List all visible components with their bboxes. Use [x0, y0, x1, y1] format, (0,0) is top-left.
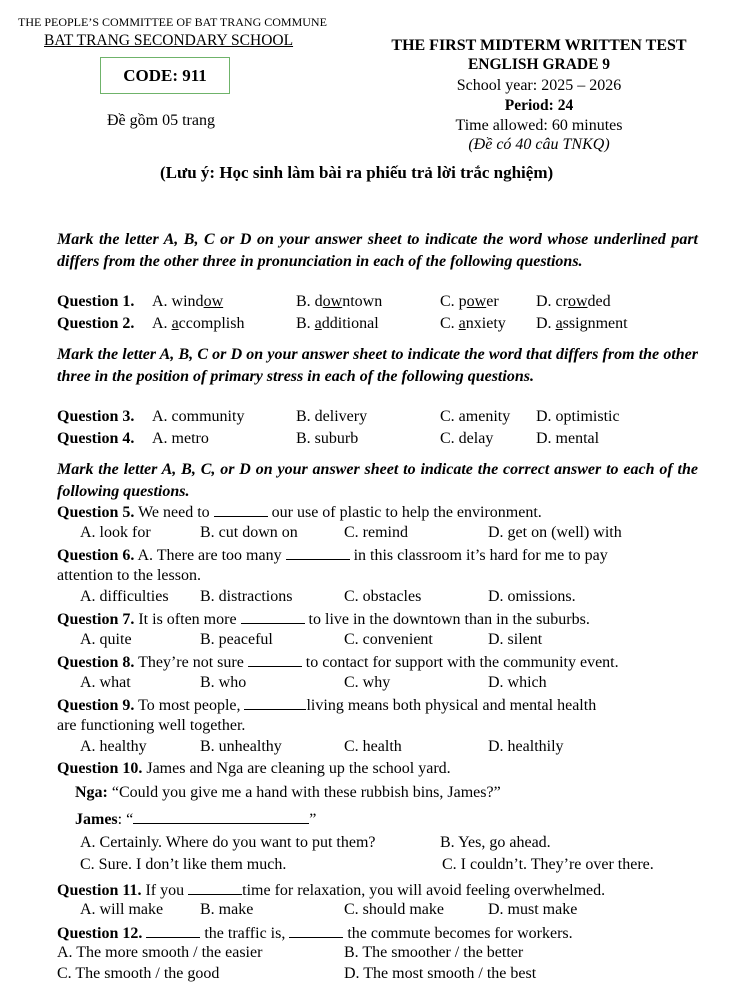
answer-blank: [289, 923, 343, 938]
question-label: Question 2.: [57, 315, 135, 332]
option-a: A. Certainly. Where do you want to put them?: [80, 834, 376, 851]
period: Period: 24: [504, 97, 574, 114]
stem-text: To most people,: [138, 697, 241, 714]
option-a: A. community: [152, 408, 245, 425]
option-c: C. power: [440, 293, 499, 310]
question-label: Question 7.: [57, 611, 135, 628]
question-5-options: [57, 524, 717, 545]
question-5-stem: [57, 502, 542, 522]
option-c: C. The smooth / the good: [57, 965, 220, 982]
option-d: D. mental: [536, 430, 600, 447]
question-label: Question 12.: [57, 925, 143, 942]
question-1: [57, 293, 717, 314]
question-3: [57, 408, 717, 429]
question-2: [57, 315, 717, 336]
option-a: A. will make: [80, 901, 164, 918]
question-9-continuation: are functioning well together.: [57, 717, 246, 734]
answer-blank: [244, 695, 306, 710]
stem-text: the commute becomes for workers.: [347, 925, 573, 942]
school-name: BAT TRANG SECONDARY SCHOOL: [44, 32, 294, 49]
stem-text: the traffic is,: [204, 925, 286, 942]
question-9-options: [57, 738, 717, 759]
option-c: C. why: [344, 674, 391, 691]
stem-text: A. There are too many: [137, 547, 282, 564]
stem-text: If you: [145, 882, 185, 899]
option-c: C. amenity: [440, 408, 511, 425]
option-c: C. should make: [344, 901, 444, 918]
option-c: C. convenient: [344, 631, 433, 648]
question-8-stem: [57, 652, 619, 672]
option-b: B. Yes, go ahead.: [440, 834, 551, 851]
stem-text: James and Nga are cleaning up the school yard.: [146, 760, 451, 777]
speaker-label: James: [75, 811, 118, 828]
question-10-options-2: [57, 856, 717, 877]
option-d: D. crowded: [536, 293, 611, 310]
question-8-options: [57, 674, 717, 695]
school-year: School year: 2025 – 2026: [456, 77, 622, 94]
option-c: C. remind: [344, 524, 408, 541]
option-a: A. look for: [80, 524, 151, 541]
option-b: B. additional: [296, 315, 379, 332]
answer-blank: [214, 502, 268, 517]
question-12-options-1: [57, 944, 717, 965]
question-label: Question 11.: [57, 882, 142, 899]
stem-text: our use of plastic to help the environment.: [271, 504, 542, 521]
question-6-options: [57, 588, 717, 609]
speaker-label: Nga:: [75, 784, 108, 801]
option-a: A. difficulties: [80, 588, 169, 605]
option-d: D. silent: [488, 631, 543, 648]
answer-blank: [146, 923, 200, 938]
question-12-stem: [57, 923, 573, 943]
option-d: D. get on (well) with: [488, 524, 622, 541]
stress-instruction: Mark the letter A, B, C or D on your answer sheet to indicate the word that differs from the other three in the position of primary stress in each of the following questions.: [57, 346, 698, 385]
option-d: D. healthily: [488, 738, 564, 755]
question-11-stem: [57, 880, 605, 900]
question-12-options-2: [57, 965, 717, 986]
subject: ENGLISH GRADE 9: [467, 56, 611, 73]
question-7-options: [57, 631, 717, 652]
option-b: B. make: [200, 901, 254, 918]
question-label: Question 5.: [57, 504, 135, 521]
option-b: B. distractions: [200, 588, 293, 605]
exam-code-box: [100, 57, 230, 94]
answer-blank: [286, 545, 350, 560]
option-c: C. obstacles: [344, 588, 422, 605]
dialogue-text: “Could you give me a hand with these rubbish bins, James?”: [111, 784, 501, 801]
answer-blank: [241, 609, 305, 624]
question-label: Question 8.: [57, 654, 135, 671]
option-b: B. delivery: [296, 408, 368, 425]
option-d: D. The most smooth / the best: [344, 965, 537, 982]
option-c: C. health: [344, 738, 402, 755]
question-6-stem: [57, 545, 608, 565]
option-a: A. window: [152, 293, 224, 310]
question-10-options-1: [57, 834, 717, 855]
option-a: A. what: [80, 674, 131, 691]
option-d: D. must make: [488, 901, 578, 918]
stem-text: in this classroom it’s hard for me to pay: [353, 547, 608, 564]
option-b: B. suburb: [296, 430, 359, 447]
stem-text: They’re not sure: [138, 654, 244, 671]
question-label: Question 6.: [57, 547, 135, 564]
pages-note: Đề gồm 05 trang: [107, 112, 215, 129]
answer-blank: [248, 652, 302, 667]
option-b: B. The smoother / the better: [344, 944, 524, 961]
question-9-stem: [57, 695, 596, 715]
option-a: A. healthy: [80, 738, 147, 755]
correct-answer-instruction: Mark the letter A, B, C, or D on your answer sheet to indicate the correct answer to each of the following questions.: [57, 461, 698, 500]
answer-blank: [188, 880, 242, 895]
option-d: D. omissions.: [488, 588, 576, 605]
stem-text: time for relaxation, you will avoid feeling overwhelmed.: [242, 882, 606, 899]
question-4: [57, 430, 717, 451]
stem-text: It is often more: [138, 611, 237, 628]
question-7-stem: [57, 609, 590, 629]
answer-blank: [133, 809, 309, 824]
question-count-note: (Đề có 40 câu TNKQ): [468, 136, 610, 153]
option-d: D. assignment: [536, 315, 628, 332]
answer-sheet-note: (Lưu ý: Học sinh làm bài ra phiếu trả lời trắc nghiệm): [160, 163, 554, 182]
question-label: Question 1.: [57, 293, 135, 310]
option-d: D. optimistic: [536, 408, 620, 425]
question-label: Question 9.: [57, 697, 135, 714]
test-title: THE FIRST MIDTERM WRITTEN TEST: [391, 37, 687, 54]
option-b: B. cut down on: [200, 524, 298, 541]
stem-text: to contact for support with the community event.: [305, 654, 619, 671]
stem-text: We need to: [138, 504, 210, 521]
option-b: B. peaceful: [200, 631, 273, 648]
option-a: A. quite: [80, 631, 132, 648]
time-allowed: Time allowed: 60 minutes: [455, 117, 623, 134]
question-label: Question 4.: [57, 430, 135, 447]
option-b: B. unhealthy: [200, 738, 282, 755]
option-b: B. downtown: [296, 293, 383, 310]
question-10-stem: [57, 760, 451, 778]
option-b: B. who: [200, 674, 247, 691]
option-d: D. which: [488, 674, 547, 691]
option-a: A. The more smooth / the easier: [57, 944, 263, 961]
option-c: C. delay: [440, 430, 494, 447]
option-c: C. Sure. I don’t like them much.: [80, 856, 287, 873]
pronunciation-instruction: Mark the letter A, B, C or D on your answer sheet to indicate the word whose underlined part differs from the other three in pronunciation in each of the following questions.: [57, 231, 698, 270]
committee-name: THE PEOPLE’S COMMITTEE OF BAT TRANG COMMUNE: [18, 15, 327, 29]
stem-text: living means both physical and mental health: [306, 697, 597, 714]
question-label: Question 10.: [57, 760, 143, 777]
dialogue-nga: [75, 784, 501, 802]
exam-code: CODE: 911: [123, 65, 207, 85]
option-a: A. metro: [152, 430, 209, 447]
question-label: Question 3.: [57, 408, 135, 425]
stem-text: to live in the downtown than in the suburbs.: [308, 611, 590, 628]
option-c: C. anxiety: [440, 315, 506, 332]
question-11-options: [57, 901, 717, 922]
dialogue-james: James: “ ”: [75, 811, 317, 828]
option-d: C. I couldn’t. They’re over there.: [442, 856, 654, 873]
question-6-continuation: attention to the lesson.: [57, 567, 201, 584]
option-a: A. accomplish: [152, 315, 245, 332]
